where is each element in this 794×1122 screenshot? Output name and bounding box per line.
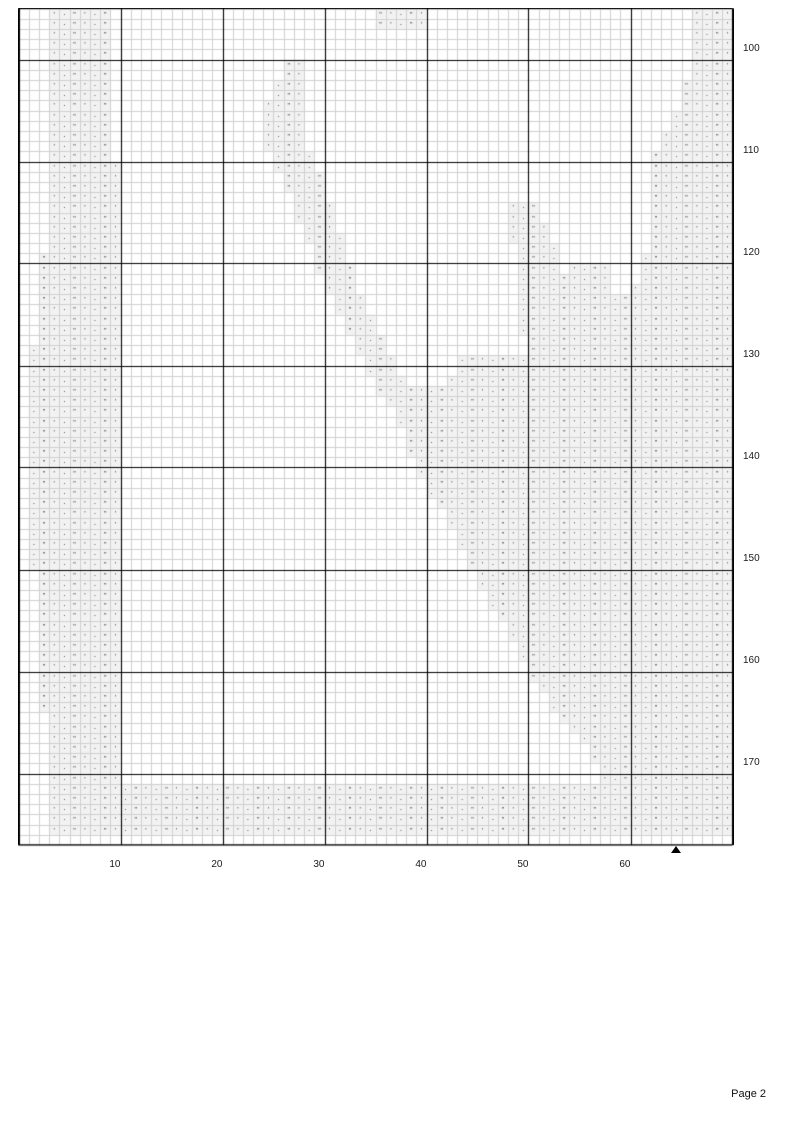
column-label-60: 60 xyxy=(619,859,631,871)
row-label-110: 110 xyxy=(743,144,759,156)
column-label-10: 10 xyxy=(109,859,121,871)
row-label-140: 140 xyxy=(743,450,760,462)
row-label-160: 160 xyxy=(743,654,760,666)
page-footer: Page 2 xyxy=(731,1088,766,1100)
row-label-150: 150 xyxy=(743,552,760,564)
column-label-40: 40 xyxy=(415,859,427,871)
row-label-100: 100 xyxy=(743,42,760,54)
row-label-130: 130 xyxy=(743,348,760,360)
stitch-grid xyxy=(18,8,732,844)
column-label-20: 20 xyxy=(211,859,223,871)
center-marker-icon xyxy=(671,846,681,853)
column-label-50: 50 xyxy=(517,859,529,871)
row-label-120: 120 xyxy=(743,246,760,258)
column-label-30: 30 xyxy=(313,859,325,871)
stitch-grid-canvas xyxy=(18,8,734,847)
row-label-170: 170 xyxy=(743,756,760,768)
